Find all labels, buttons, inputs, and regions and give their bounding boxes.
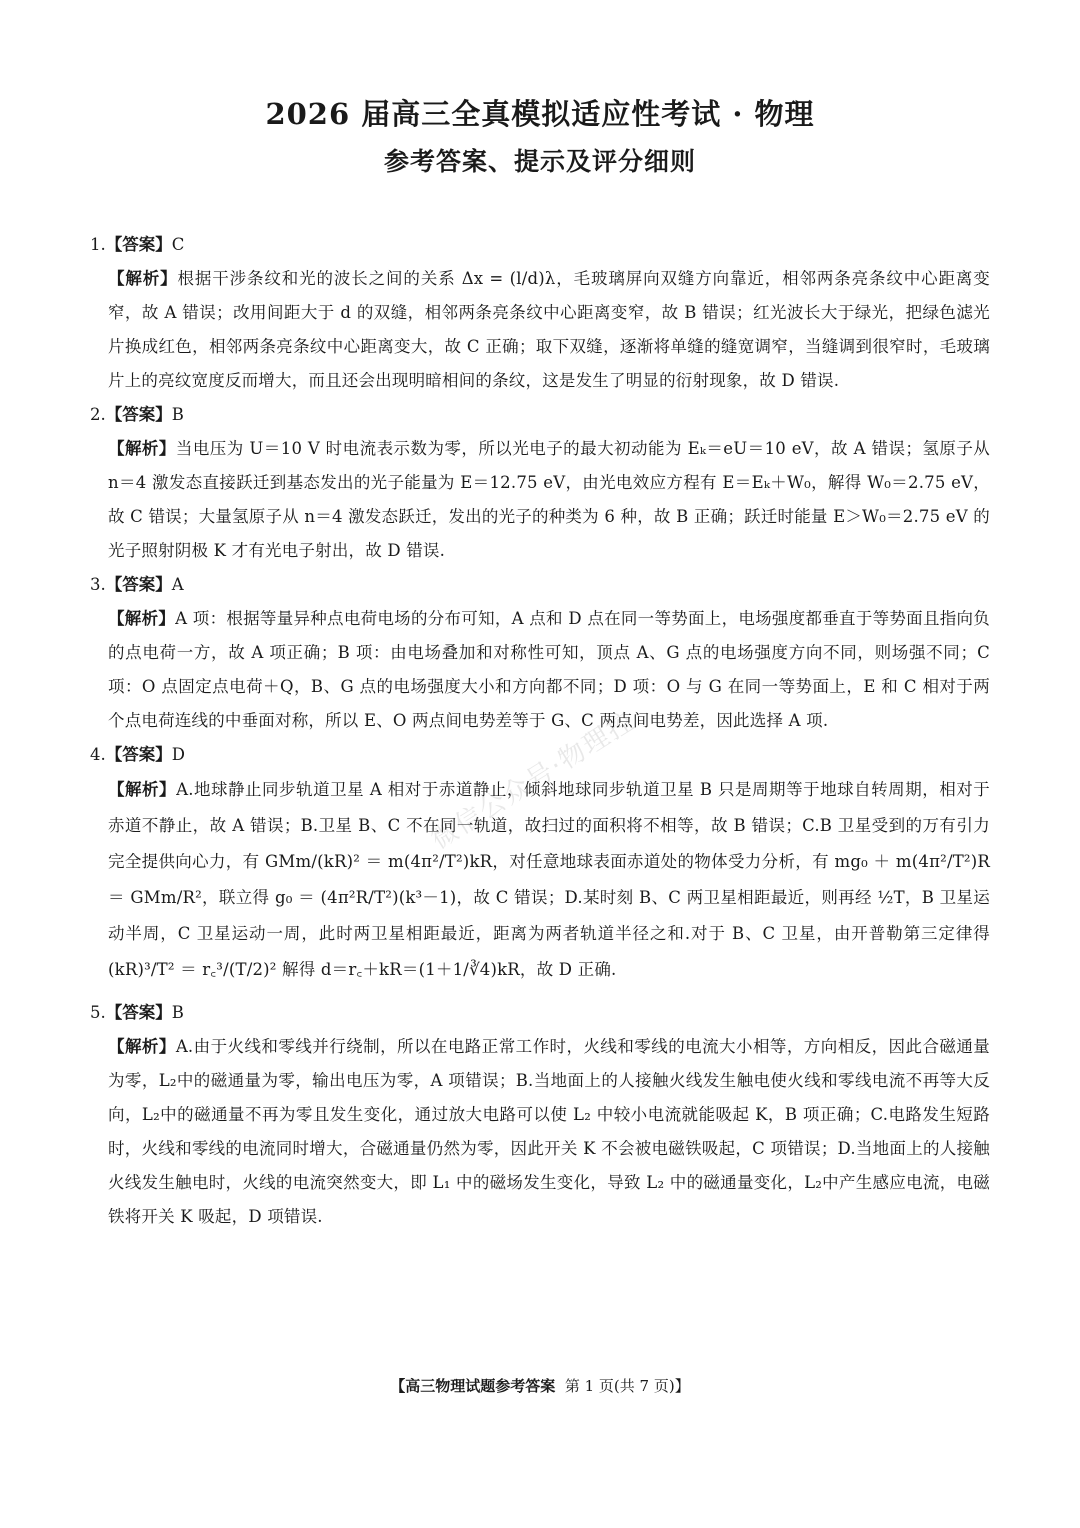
document-title: 2026 届高三全真模拟适应性考试 · 物理 [265,97,815,131]
analysis-text: 当电压为 U＝10 V 时电流表示数为零，所以光电子的最大初动能为 Eₖ＝eU＝10 eV，故 A 错误；氢原子从 n＝4 激发态直接跃迁到基态发出的光子能量为 E＝12.75 eV，由光电效应方程有 E＝Eₖ＋W₀，解得 W₀＝2.75 eV，故 C 错误；大量氢原子从 n＝4 激发态跃迁，发出的光子的种类为 6 种，故 B 正确；跃迁时能量 E＞W₀＝2.75 eV 的光子照射阴极 K 才有光电子射出，故 D 错误. [108,439,990,560]
answer-choice: B [171,1003,184,1022]
answer-tag: 【答案】 [105,575,172,594]
answer-line [90,738,990,772]
analysis-text: A 项：根据等量异种点电荷电场的分布可知，A 点和 D 点在同一等势面上，电场强度都垂直于等势面且指向负的点电荷一方，故 A 项正确；B 项：由电场叠加和对称性可知，顶点 A、G 点的电场强度方向不同，则场强不同；C 项：O 点固定点电荷＋Q，B、G 点的电场强度大小和方向都不同；D 项：O 与 G 在同一等势面上，E 和 C 相对于两个点电荷连线的中垂面对称，所以 E、O 两点间电势差等于 G、C 两点间电势差，因此选择 A 项. [108,609,990,730]
answers-list [90,228,990,1234]
analysis-tag: 【解析】 [108,439,176,458]
answer-line [90,228,990,262]
answer-choice: A [171,575,184,594]
answer-tag: 【答案】 [105,1003,172,1022]
question-number: 3. [90,575,106,594]
analysis-paragraph [108,772,990,996]
footer-title: 【高三物理试题参考答案 [390,1377,556,1395]
answer-tag: 【答案】 [105,235,172,254]
analysis-paragraph [108,262,990,398]
answer-choice: C [171,235,185,254]
question-1 [90,228,990,398]
footer-page-number: 第 1 页(共 7 页)】 [564,1377,690,1395]
answer-choice: B [171,405,184,424]
question-4 [90,738,990,996]
answer-tag: 【答案】 [105,405,172,424]
question-5 [90,996,990,1234]
question-number: 2. [90,405,106,424]
analysis-text: A.由于火线和零线并行绕制，所以在电路正常工作时，火线和零线的电流大小相等，方向相反，因此合磁通量为零，L₂中的磁通量为零，输出电压为零，A 项错误；B.当地面上的人接触火线发生触电使火线和零线电流不再等大反向，L₂中的磁通量不再为零且发生变化，通过放大电路可以使 L₂ 中较小电流就能吸起 K，B 项正确；C.电路发生短路时，火线和零线的电流同时增大，合磁通量仍然为零，因此开关 K 不会被电磁铁吸起，C 项错误；D.当地面上的人接触火线发生触电时，火线的电流突然变大，即 L₁ 中的磁场发生变化，导致 L₂ 中的磁通量变化，L₂中产生感应电流，电磁铁将开关 K 吸起，D 项错误. [108,1037,990,1226]
analysis-paragraph [108,432,990,568]
analysis-text: 根据干涉条纹和光的波长之间的关系 Δx = (l/d)λ，毛玻璃屏向双缝方向靠近，相邻两条亮条纹中心距离变窄，故 A 错误；改用间距大于 d 的双缝，相邻两条亮条纹中心距离变窄，故 B 错误；红光波长大于绿光，把绿色滤光片换成红色，相邻两条亮条纹中心距离变大，故 C 正确；取下双缝，逐渐将单缝的缝宽调窄，当缝调到很窄时，毛玻璃片上的亮纹宽度反而增大，而且还会出现明暗相间的条纹，这是发生了明显的衍射现象，故 D 错误. [108,269,990,390]
answer-line [90,996,990,1030]
watermark: 微信公众号·物理控 [426,705,641,856]
analysis-paragraph [108,602,990,738]
analysis-tag: 【解析】 [108,780,177,799]
analysis-paragraph [108,1030,990,1234]
question-number: 5. [90,1003,106,1022]
question-3 [90,568,990,738]
answer-tag: 【答案】 [105,745,172,764]
analysis-tag: 【解析】 [108,1037,176,1056]
analysis-tag: 【解析】 [108,269,178,288]
document-subtitle: 参考答案、提示及评分细则 [383,147,696,176]
question-number: 4. [90,745,106,764]
question-2 [90,398,990,568]
answer-choice: D [171,745,185,764]
page-footer [0,1375,1080,1396]
analysis-tag: 【解析】 [108,609,176,628]
answer-line [90,398,990,432]
question-number: 1. [90,235,106,254]
analysis-text: A.地球静止同步轨道卫星 A 相对于赤道静止，倾斜地球同步轨道卫星 B 只是周期等于地球自转周期，相对于赤道不静止，故 A 错误；B.卫星 B、C 不在同一轨道，故扫过的面积将不相等，故 B 错误；C.B 卫星受到的万有引力完全提供向心力，有 GMm/(kR)² ＝ m(4π²/T²)kR，对任意地球表面赤道处的物体受力分析，有 mg₀ ＋ m(4π²/T²)R ＝ GMm/R²，联立得 g₀ ＝ (4π²R/T²)(k³－1)，故 C 错误；D.某时刻 B、C 两卫星相距最近，则再经 ½T，B 卫星运动半周，C 卫星运动一周，此时两卫星相距最近，距离为两者轨道半径之和.对于 B、C 卫星，由开普勒第三定律得 (kR)³/T² ＝ r꜀³/(T/2)² 解得 d＝r꜀＋kR＝(1＋1/∛4)kR，故 D 正确. [108,780,990,979]
answer-line [90,568,990,602]
